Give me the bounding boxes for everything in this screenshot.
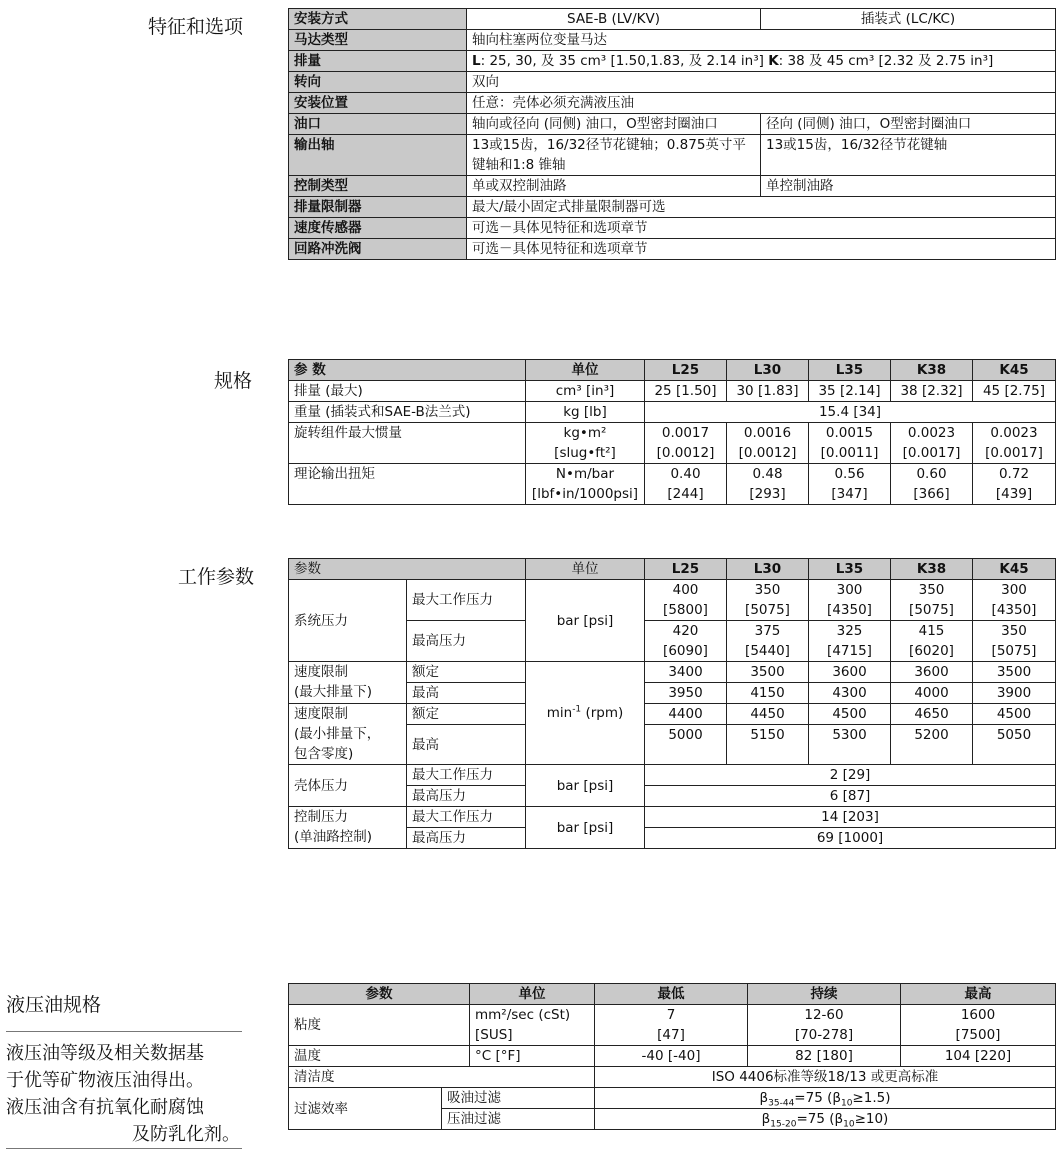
value-line: [0.0012] — [738, 445, 797, 461]
table-row — [289, 1005, 1056, 1046]
cell: 轴向柱塞两位变量马达 — [467, 30, 1056, 51]
param-cell — [289, 704, 407, 765]
unit-cell: kg [lb] — [526, 402, 645, 423]
header-cell: L30 — [727, 559, 809, 580]
beta-tail: ≥10) — [854, 1111, 889, 1127]
param-line: 速度限制 — [294, 664, 348, 680]
value-line: 7 — [666, 1007, 676, 1023]
header-cell: 参数 — [289, 559, 526, 580]
value-cell — [891, 464, 973, 505]
value-line: [244] — [667, 486, 704, 502]
value-cell: 4650 — [891, 704, 973, 725]
value-cell — [973, 464, 1056, 505]
value-cell: 4500 — [973, 704, 1056, 725]
beta-tail: ≥1.5) — [852, 1090, 891, 1106]
value-line: 415 — [918, 623, 945, 639]
header-cell: L35 — [809, 360, 891, 381]
value-line: 1600 — [960, 1007, 996, 1023]
value-line: 0.0023 — [990, 425, 1038, 441]
table-row — [289, 464, 1056, 505]
param-cell: 系统压力 — [289, 580, 407, 662]
operating-title: 工作参数 — [178, 566, 255, 588]
cell — [467, 51, 1056, 72]
beta-sub: 35-44 — [768, 1098, 795, 1109]
header-cell: K38 — [891, 559, 973, 580]
value-line: [0.0012] — [656, 445, 715, 461]
value-line: [5440] — [745, 643, 790, 659]
value-cell — [645, 621, 727, 662]
param-cell: 温度 — [289, 1046, 470, 1067]
table-row — [289, 360, 1056, 381]
value-line: [5075] — [991, 643, 1037, 659]
value-cell — [727, 621, 809, 662]
sub-param-cell: 最大工作压力 — [407, 807, 526, 828]
param-cell — [289, 662, 407, 704]
value-cell: 3400 — [645, 662, 727, 683]
value-cell — [595, 1088, 1056, 1109]
value-cell: 30 [1.83] — [727, 381, 809, 402]
param-line: (最小排量下， — [294, 726, 381, 742]
unit-cell: bar [psi] — [526, 807, 645, 849]
param-line: (单油路控制) — [294, 829, 373, 845]
value-cell: 15.4 [34] — [645, 402, 1056, 423]
cell: 插装式 (LC/KC) — [761, 9, 1056, 30]
value-cell — [973, 580, 1056, 621]
cell: 轴向或径向 (同侧) 油口，O型密封圈油口 — [467, 114, 761, 135]
value-line: 0.60 — [916, 466, 947, 482]
value-line: 0.48 — [752, 466, 783, 482]
value-cell — [973, 423, 1056, 464]
table-row — [289, 423, 1056, 464]
table-row — [289, 984, 1056, 1005]
unit-line: [SUS] — [475, 1027, 513, 1043]
sub-param-cell: 最大工作压力 — [407, 765, 526, 786]
table-row — [289, 662, 1056, 683]
value-line: [439] — [995, 486, 1033, 502]
value-line: 0.0017 — [661, 425, 710, 441]
value-cell: 4000 — [891, 683, 973, 704]
param-cell: 旋转组件最大惯量 — [289, 423, 526, 464]
unit-cell — [526, 464, 645, 505]
param-cell: 粘度 — [289, 1005, 470, 1046]
table-row — [289, 1046, 1056, 1067]
value-line: 350 — [918, 582, 945, 598]
cell: 单或双控制油路 — [467, 176, 761, 197]
table-row — [289, 114, 1056, 135]
value-cell: 5000 — [645, 725, 727, 765]
cell: 最大/最小固定式排量限制器可选 — [467, 197, 1056, 218]
value-cell — [809, 580, 891, 621]
value-cell: 14 [203] — [645, 807, 1056, 828]
value-cell: 3900 — [973, 683, 1056, 704]
value-cell: ISO 4406标准等级18/13 或更高标准 — [595, 1067, 1056, 1088]
value-line: [7500] — [955, 1027, 1001, 1043]
header-cell: K38 — [891, 360, 973, 381]
row-label: 输出轴 — [289, 135, 467, 176]
value-cell: 38 [2.32] — [891, 381, 973, 402]
value-cell — [891, 580, 973, 621]
fluid-note — [6, 1040, 242, 1148]
value-line: [0.0017] — [902, 445, 961, 461]
unit-line: kg•m² — [563, 425, 607, 441]
value-cell: 4300 — [809, 683, 891, 704]
value-cell: 3500 — [727, 662, 809, 683]
value-line: 375 — [754, 623, 781, 639]
cell: 可选－具体见特征和选项章节 — [467, 239, 1056, 260]
unit-cell: bar [psi] — [526, 580, 645, 662]
value-line: 0.0016 — [743, 425, 792, 441]
value-cell: 45 [2.75] — [973, 381, 1056, 402]
table-row — [289, 704, 1056, 725]
sub-param-cell: 额定 — [407, 704, 526, 725]
cell: SAE-B (LV/KV) — [467, 9, 761, 30]
param-cell: 过滤效率 — [289, 1088, 442, 1130]
header-cell: L25 — [645, 360, 727, 381]
row-label: 回路冲洗阀 — [289, 239, 467, 260]
value-line: 350 — [1001, 623, 1027, 639]
param-cell: 重量 (插装式和SAE-B法兰式) — [289, 402, 526, 423]
header-cell: 单位 — [526, 559, 645, 580]
sub-param-cell: 最高 — [407, 683, 526, 704]
table-row — [289, 93, 1056, 114]
param-line: (最大排量下) — [294, 684, 373, 700]
value-line: 420 — [672, 623, 699, 639]
param-cell: 排量 (最大) — [289, 381, 526, 402]
header-cell: L30 — [727, 360, 809, 381]
table-row — [289, 197, 1056, 218]
value-line: 12-60 — [804, 1007, 844, 1023]
divider — [6, 1031, 242, 1032]
value-cell — [809, 464, 891, 505]
value-cell: 3950 — [645, 683, 727, 704]
value-cell: 4450 — [727, 704, 809, 725]
value-line: [47] — [657, 1027, 685, 1043]
value-cell: 69 [1000] — [645, 828, 1056, 849]
k-label: K — [768, 53, 779, 69]
specs-table — [288, 359, 1056, 505]
unit-cell — [526, 662, 645, 765]
beta-sub: 10 — [840, 1098, 853, 1109]
unit-line: [lbf•in/1000psi] — [531, 486, 639, 502]
value-cell: 25 [1.50] — [645, 381, 727, 402]
fluid-title: 液压油规格 — [6, 994, 102, 1016]
unit-rest: (rpm) — [581, 705, 624, 721]
specs-title: 规格 — [214, 370, 253, 392]
sub-param-cell: 最高压力 — [407, 828, 526, 849]
table-row — [289, 765, 1056, 786]
header-cell: 持续 — [748, 984, 901, 1005]
sub-param-cell: 压油过滤 — [442, 1109, 595, 1130]
value-cell — [727, 464, 809, 505]
row-label: 转向 — [289, 72, 467, 93]
row-label: 安装方式 — [289, 9, 467, 30]
row-label: 排量限制器 — [289, 197, 467, 218]
value-cell — [727, 423, 809, 464]
param-cell: 壳体压力 — [289, 765, 407, 807]
value-cell — [891, 423, 973, 464]
table-row — [289, 1088, 1056, 1109]
param-cell: 理论输出扭矩 — [289, 464, 526, 505]
value-cell: 4150 — [727, 683, 809, 704]
value-cell — [645, 580, 727, 621]
table-row — [289, 176, 1056, 197]
header-cell: 最高 — [901, 984, 1056, 1005]
beta-sub: 15-20 — [770, 1119, 797, 1130]
sub-param-cell: 最高压力 — [407, 621, 526, 662]
param-line: 包含零度) — [294, 746, 354, 762]
value-line: [347] — [831, 486, 868, 502]
value-line: [4350] — [827, 602, 872, 618]
value-line: 350 — [754, 582, 781, 598]
value-line: 0.40 — [670, 466, 701, 482]
table-row — [289, 239, 1056, 260]
value-line: 0.56 — [834, 466, 865, 482]
value-line: 0.72 — [998, 466, 1030, 482]
value-cell — [645, 464, 727, 505]
param-cell — [289, 807, 407, 849]
value-line: 400 — [672, 582, 699, 598]
value-cell: 5300 — [809, 725, 891, 765]
value-cell: 35 [2.14] — [809, 381, 891, 402]
value-line: 325 — [836, 623, 863, 639]
value-line: [293] — [749, 486, 786, 502]
table-row — [289, 72, 1056, 93]
header-cell: L35 — [809, 559, 891, 580]
value-line: [5075] — [745, 602, 790, 618]
table-row — [289, 1067, 1056, 1088]
value-line: 300 — [1001, 582, 1027, 598]
beta-eq: =75 (β — [794, 1090, 841, 1106]
beta-symbol: β — [759, 1090, 769, 1106]
table-row — [289, 135, 1056, 176]
value-line: 0.0023 — [907, 425, 956, 441]
unit-cell: °C [°F] — [470, 1046, 595, 1067]
table-row — [289, 218, 1056, 239]
value-cell: 104 [220] — [901, 1046, 1056, 1067]
table-row — [289, 51, 1056, 72]
value-line: [0.0011] — [820, 445, 879, 461]
note-line: 于优等矿物液压油得出。 — [6, 1070, 204, 1091]
features-table — [288, 8, 1056, 260]
value-line: 0.0015 — [825, 425, 874, 441]
header-cell: K45 — [973, 360, 1056, 381]
table-row — [289, 9, 1056, 30]
unit-cell — [470, 1005, 595, 1046]
l-values: : 25, 30, 及 35 cm³ [1.50,1.83, 及 2.14 in³] — [480, 53, 764, 69]
value-cell — [809, 423, 891, 464]
note-line: 及防乳化剂。 — [132, 1124, 240, 1145]
value-cell: 2 [29] — [645, 765, 1056, 786]
table-row — [289, 580, 1056, 621]
value-cell: 4400 — [645, 704, 727, 725]
row-label: 排量 — [289, 51, 467, 72]
row-label: 速度传感器 — [289, 218, 467, 239]
header-cell: 单位 — [526, 360, 645, 381]
row-label: 安装位置 — [289, 93, 467, 114]
cell: 径向 (同侧) 油口，O型密封圈油口 — [761, 114, 1056, 135]
note-line: 液压油等级及相关数据基 — [6, 1043, 204, 1064]
sub-param-cell: 最高 — [407, 725, 526, 765]
value-cell: -40 [-40] — [595, 1046, 748, 1067]
fluid-table — [288, 983, 1056, 1130]
note-line: 液压油含有抗氧化耐腐蚀 — [6, 1097, 204, 1118]
unit-cell: cm³ [in³] — [526, 381, 645, 402]
value-line: [70-278] — [794, 1027, 854, 1043]
beta-eq: =75 (β — [796, 1111, 844, 1127]
cell: 13或15齿，16/32径节花键轴 — [761, 135, 1056, 176]
value-line: [6090] — [663, 643, 708, 659]
table-row — [289, 559, 1056, 580]
unit-cell: bar [psi] — [526, 765, 645, 807]
value-cell: 4500 — [809, 704, 891, 725]
row-label: 马达类型 — [289, 30, 467, 51]
cell: 任意：壳体必须充满液压油 — [467, 93, 1056, 114]
value-cell — [595, 1005, 748, 1046]
sub-param-cell: 吸油过滤 — [442, 1088, 595, 1109]
unit-line: mm²/sec (cSt) — [475, 1007, 571, 1023]
cell: 13或15齿，16/32径节花键轴；0.875英寸平键轴和1:8 锥轴 — [467, 135, 761, 176]
value-cell: 3600 — [809, 662, 891, 683]
value-cell: 6 [87] — [645, 786, 1056, 807]
value-cell — [748, 1005, 901, 1046]
header-cell: L25 — [645, 559, 727, 580]
table-row — [289, 381, 1056, 402]
sub-param-cell: 最高压力 — [407, 786, 526, 807]
param-line: 速度限制 — [294, 706, 348, 722]
value-cell — [595, 1109, 1056, 1130]
value-cell: 82 [180] — [748, 1046, 901, 1067]
header-cell: 最低 — [595, 984, 748, 1005]
value-line: [6020] — [909, 643, 954, 659]
cell: 单控制油路 — [761, 176, 1056, 197]
unit-main: min — [546, 705, 573, 721]
sub-param-cell: 最大工作压力 — [407, 580, 526, 621]
value-cell — [809, 621, 891, 662]
value-cell: 5200 — [891, 725, 973, 765]
value-cell: 5150 — [727, 725, 809, 765]
table-row — [289, 30, 1056, 51]
features-title: 特征和选项 — [148, 16, 244, 38]
value-line: 300 — [836, 582, 863, 598]
unit-line: [slug•ft²] — [554, 445, 616, 461]
table-row — [289, 807, 1056, 828]
unit-cell — [526, 423, 645, 464]
beta-sub: 10 — [843, 1119, 855, 1130]
cell: 双向 — [467, 72, 1056, 93]
cell: 可选－具体见特征和选项章节 — [467, 218, 1056, 239]
value-line: [5800] — [663, 602, 708, 618]
header-cell: 参 数 — [289, 360, 526, 381]
divider — [6, 1148, 242, 1149]
beta-symbol: β — [761, 1111, 771, 1127]
header-cell: 单位 — [470, 984, 595, 1005]
value-line: [5075] — [909, 602, 954, 618]
value-line: [366] — [913, 486, 950, 502]
value-line: [4350] — [991, 602, 1037, 618]
value-line: [0.0017] — [985, 445, 1043, 461]
value-cell: 3500 — [973, 662, 1056, 683]
row-label: 油口 — [289, 114, 467, 135]
header-cell: K45 — [973, 559, 1056, 580]
value-cell: 5050 — [973, 725, 1056, 765]
k-values: : 38 及 45 cm³ [2.32 及 2.75 in³] — [778, 53, 994, 69]
unit-line: N•m/bar — [555, 466, 615, 482]
l-label: L — [472, 53, 481, 69]
value-cell — [901, 1005, 1056, 1046]
param-line: 控制压力 — [294, 809, 348, 825]
table-row — [289, 402, 1056, 423]
operating-table — [288, 558, 1056, 849]
value-cell — [727, 580, 809, 621]
unit-sup: -1 — [572, 704, 582, 715]
value-cell — [973, 621, 1056, 662]
value-cell — [891, 621, 973, 662]
value-line: [4715] — [827, 643, 872, 659]
row-label: 控制类型 — [289, 176, 467, 197]
header-cell: 参数 — [289, 984, 470, 1005]
sub-param-cell: 额定 — [407, 662, 526, 683]
value-cell — [645, 423, 727, 464]
param-cell: 清洁度 — [289, 1067, 595, 1088]
value-cell: 3600 — [891, 662, 973, 683]
